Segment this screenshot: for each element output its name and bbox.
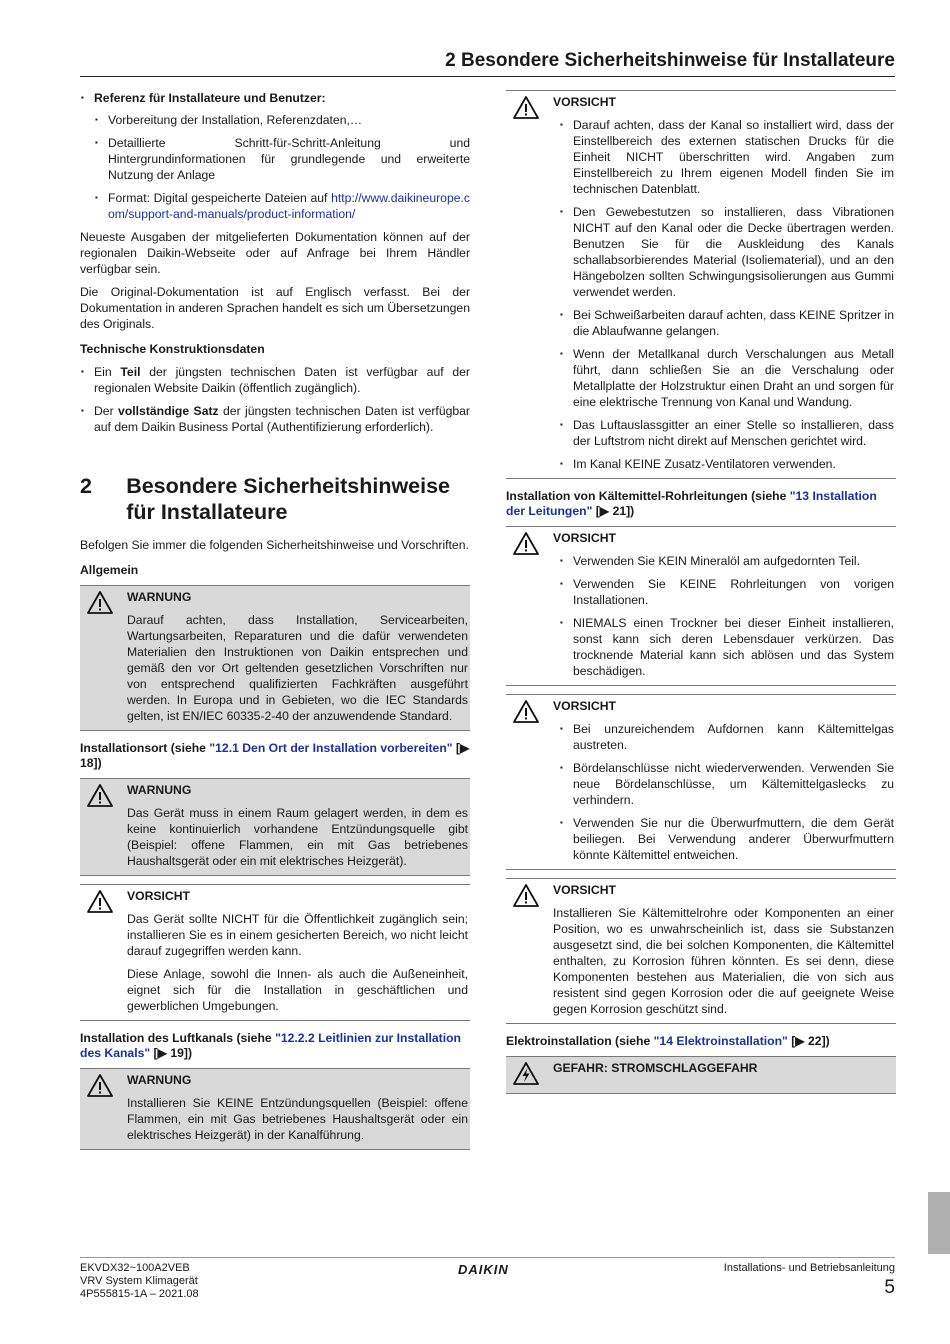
caution-label: VORSICHT xyxy=(553,531,616,545)
reference-title: Referenz für Installateure und Benutzer: xyxy=(94,91,326,105)
list-item: ▪ Verwenden Sie KEINE Rohrleitungen von vorigen Installationen. xyxy=(553,576,894,608)
warning-box xyxy=(80,1068,470,1150)
list-item xyxy=(80,403,470,435)
list-item: ▪ NIEMALS einen Trockner bei dieser Einheit installieren, sonst kann sich deren Lebensdauer verkürzen. Das trocknende Material kann sich ablösen und das System beschädigen. xyxy=(553,615,894,679)
text: [▶ 19]) xyxy=(150,1046,193,1060)
caution-text: Das Gerät sollte NICHT für die Öffentlichkeit zugänglich sein; installieren Sie es in einem gesicherten Bereich, wo nicht leicht darauf zugegriffen werden kann. xyxy=(127,912,468,958)
page-header-title: 2 Besondere Sicherheitshinweise für Installateure xyxy=(445,50,895,71)
page-number: 5 xyxy=(884,1277,895,1298)
text: Elektroinstallation (siehe xyxy=(506,1034,654,1048)
caution-list xyxy=(553,721,894,863)
caution-list xyxy=(553,553,894,679)
list-item: ▪ Bei Schweißarbeiten darauf achten, dass KEINE Spritzer in die Ablaufwanne gelangen. xyxy=(553,307,894,339)
text-bold: vollständige Satz xyxy=(118,404,219,418)
section-title: Besondere Sicherheitshinweise für Installateure xyxy=(126,474,451,524)
tech-data-heading: Technische Konstruktionsdaten xyxy=(80,342,265,356)
footer-code: 4P555815-1A – 2021.08 xyxy=(80,1288,199,1300)
text: der jüngsten technischen Daten ist verfügbar auf dem Daikin Business Portal (Authentifizierung erforderlich). xyxy=(94,404,470,434)
warning-icon xyxy=(80,590,127,726)
text: [▶ 21]) xyxy=(592,504,635,518)
danger-label: GEFAHR: STROMSCHLAGGEFAHR xyxy=(553,1061,758,1075)
caution-list xyxy=(553,117,894,472)
list-item: ▪ Verwenden Sie nur die Überwurfmuttern, die dem Gerät beiliegen. Bei Verwendung anderer Überwurfmuttern könnte Kältemittel entweichen. xyxy=(553,815,894,863)
list-item: ▪ Bördelanschlüsse nicht wiederverwenden. Verwenden Sie neue Bördelanschlüsse, um Kältemittelgaslecks zu verhindern. xyxy=(553,760,894,808)
caution-icon xyxy=(506,531,553,681)
general-heading: Allgemein xyxy=(80,563,139,577)
warning-label: WARNUNG xyxy=(127,783,192,797)
list-item: ▪ Bei unzureichendem Aufdornen kann Kältemittelgas austreten. xyxy=(553,721,894,753)
duct-guidelines-link[interactable]: "12.2.2 Leitlinien zur Installation des Kanals" xyxy=(80,1031,461,1060)
list-item: ▪ Den Gewebestutzen so installieren, dass Vibrationen NICHT auf den Kanal oder die Decke übertragen werden. Benutzen Sie für die Auskleidung des Kanals schallabsorbierendes Material (Isoliematerial), und an den Hängebolzen sollten Schwingungsisolierungen aus Gummi verwendet werden. xyxy=(553,204,894,300)
electrical-heading xyxy=(506,1034,896,1049)
paragraph-latest-docs: Neueste Ausgaben der mitgelieferten Dokumentation können auf der regionalen Daikin-Webseite oder auf Anfrage bei Ihrem Händler verfügbar sein. xyxy=(80,230,470,276)
footer-model: EKVDX32~100A2VEB xyxy=(80,1262,190,1274)
text: [▶ 22]) xyxy=(787,1034,830,1048)
reference-sublist xyxy=(94,112,470,222)
reference-list xyxy=(80,90,470,222)
list-item: ▪ Darauf achten, dass der Kanal so installiert wird, dass der Einstellbereich des externen statischen Drucks für die Einheit NICHT überschritten wird. Angaben zum Einstellbereich zu Ihrem eigenen Modell finden Sie im technischen Datenblatt. xyxy=(553,117,894,197)
list-item xyxy=(80,364,470,396)
footer-system: VRV System Klimagerät xyxy=(80,1275,198,1287)
caution-label: VORSICHT xyxy=(553,95,616,109)
caution-text: Diese Anlage, sowohl die Innen- als auch die Außeneinheit, eignet sich für die Installation in geschäftlichen und gewerblichen Umgebungen. xyxy=(127,967,468,1013)
text: der jüngsten technischen Daten ist verfügbar auf der regionalen Website Daikin (öffentlich zugänglich). xyxy=(94,365,470,395)
caution-icon xyxy=(80,889,127,1016)
caution-icon xyxy=(506,95,553,474)
electrical-link[interactable]: "14 Elektroinstallation" xyxy=(653,1034,788,1048)
tech-data-list xyxy=(80,364,470,435)
daikin-logo: DAIKIN xyxy=(458,1262,509,1277)
warning-box xyxy=(80,585,470,731)
caution-icon xyxy=(506,699,553,865)
list-item: ▪ Detaillierte Schritt-für-Schritt-Anleitung und Hintergrundinformationen für grundlegende und erweiterte Nutzung der Anlage xyxy=(94,135,470,183)
piping-heading xyxy=(506,489,896,519)
warning-text: Darauf achten, dass Installation, Servicearbeiten, Wartungsarbeiten, Reparaturen und die dafür verwendeten Materialien den Instruktionen von Daikin entsprechen und gemäß den vor Ort geltenden gesetzlichen Vorschriften nur von entsprechend qualifizierten Fachkräften ausgeführt werden. In Europa und in Gebieten, wo die IEC Standards gelten, ist EN/IEC 60335-2-40 der anzuwendende Standard. xyxy=(127,613,468,723)
location-heading xyxy=(80,741,470,771)
section-intro: Befolgen Sie immer die folgenden Sicherheitshinweise und Vorschriften. xyxy=(80,538,469,552)
text-bold: Teil xyxy=(120,365,141,379)
list-item xyxy=(94,190,470,222)
warning-text: Das Gerät muss in einem Raum gelagert werden, in dem es keine kontinuierlich vorhandene Entzündungsquelle gibt (Beispiel: offene Flammen, ein mit Gas betriebenes Haushaltsgerät oder ein mit elektrisches Heizgerät). xyxy=(127,806,468,868)
reference-item xyxy=(80,90,470,222)
caution-box xyxy=(506,694,896,870)
footer-manual-title: Installations- und Betriebsanleitung xyxy=(723,1262,895,1274)
caution-box xyxy=(506,526,896,686)
list-item: ▪ Verwenden Sie KEIN Mineralöl am aufgedornten Teil. xyxy=(553,553,894,569)
text: Installation von Kältemittel-Rohrleitungen (siehe xyxy=(506,489,790,503)
text: [▶ 18]) xyxy=(80,741,470,770)
warning-box xyxy=(80,778,470,876)
caution-label: VORSICHT xyxy=(553,883,616,897)
install-location-link[interactable]: "12.1 Den Ort der Installation vorbereiten" xyxy=(209,741,453,755)
text: Installation des Luftkanals (siehe xyxy=(80,1031,276,1045)
text: Der xyxy=(94,404,119,418)
format-prefix: Format: Digital gespeicherte Dateien auf xyxy=(108,191,332,205)
caution-box xyxy=(506,90,896,479)
chapter-side-tab xyxy=(928,1192,950,1254)
list-item: ▪ Im Kanal KEINE Zusatz-Ventilatoren verwenden. xyxy=(553,456,894,472)
left-column xyxy=(80,90,470,1158)
duct-heading xyxy=(80,1031,470,1061)
caution-box xyxy=(506,878,896,1024)
warning-label: WARNUNG xyxy=(127,590,192,604)
list-item: ▪ Das Luftauslassgitter an einer Stelle so installieren, dass der Luftstrom nicht direkt auf Menschen gerichtet wird. xyxy=(553,417,894,449)
electric-shock-icon xyxy=(506,1061,553,1089)
danger-box xyxy=(506,1056,896,1094)
footer-left xyxy=(80,1262,199,1301)
warning-text: Installieren Sie KEINE Entzündungsquellen (Beispiel: offene Flammen, ein mit Gas betriebenes Haushaltsgerät oder ein elektrisches Heizgerät) in der Kanalführung. xyxy=(127,1096,468,1142)
warning-icon xyxy=(80,783,127,871)
footer-rule xyxy=(80,1257,895,1258)
caution-box xyxy=(80,884,470,1021)
right-column xyxy=(506,90,896,1102)
daikin-manuals-link[interactable]: http://www.daikineurope.com/support-and-manuals/product-information/ xyxy=(108,191,470,221)
text: Ein xyxy=(94,365,121,379)
section-number: 2 xyxy=(80,474,92,498)
caution-label: VORSICHT xyxy=(127,889,190,903)
list-item: ▪ Wenn der Metallkanal durch Verschalungen aus Metall führt, dann schließen Sie an die Verschalung oder Metallplatte der Holzstruktur einen Draht an und sorgen für eine elektrische Trennung von Kanal und Wandung. xyxy=(553,346,894,410)
paragraph-original-docs: Die Original-Dokumentation ist auf Englisch verfasst. Bei der Dokumentation in anderen Sprachen handelt es sich um Übersetzungen des Originals. xyxy=(80,285,470,331)
warning-icon xyxy=(80,1073,127,1145)
text: Installationsort (siehe xyxy=(80,741,210,755)
header-rule xyxy=(80,76,895,77)
list-item: ▪ Vorbereitung der Installation, Referenzdaten,… xyxy=(94,112,470,128)
caution-icon xyxy=(506,883,553,1019)
caution-label: VORSICHT xyxy=(553,699,616,713)
piping-link[interactable]: "13 Installation der Leitungen" xyxy=(506,489,877,518)
warning-label: WARNUNG xyxy=(127,1073,192,1087)
section-heading xyxy=(80,473,470,525)
caution-text: Installieren Sie Kältemittelrohre oder Komponenten an einer Position, wo es unwahrscheinlich ist, dass sie Substanzen ausgesetzt sind, die bei solchen Komponenten, die Kältemittel enthalten, zu Korrosion führen könnten. Es sei denn, diese Komponenten bestehen aus Materialien, die von sich aus resistent sind gegen Korrosion oder die auf geeignete Weise gegen Korrosion geschützt sind. xyxy=(553,906,894,1016)
footer-right xyxy=(724,1262,895,1299)
